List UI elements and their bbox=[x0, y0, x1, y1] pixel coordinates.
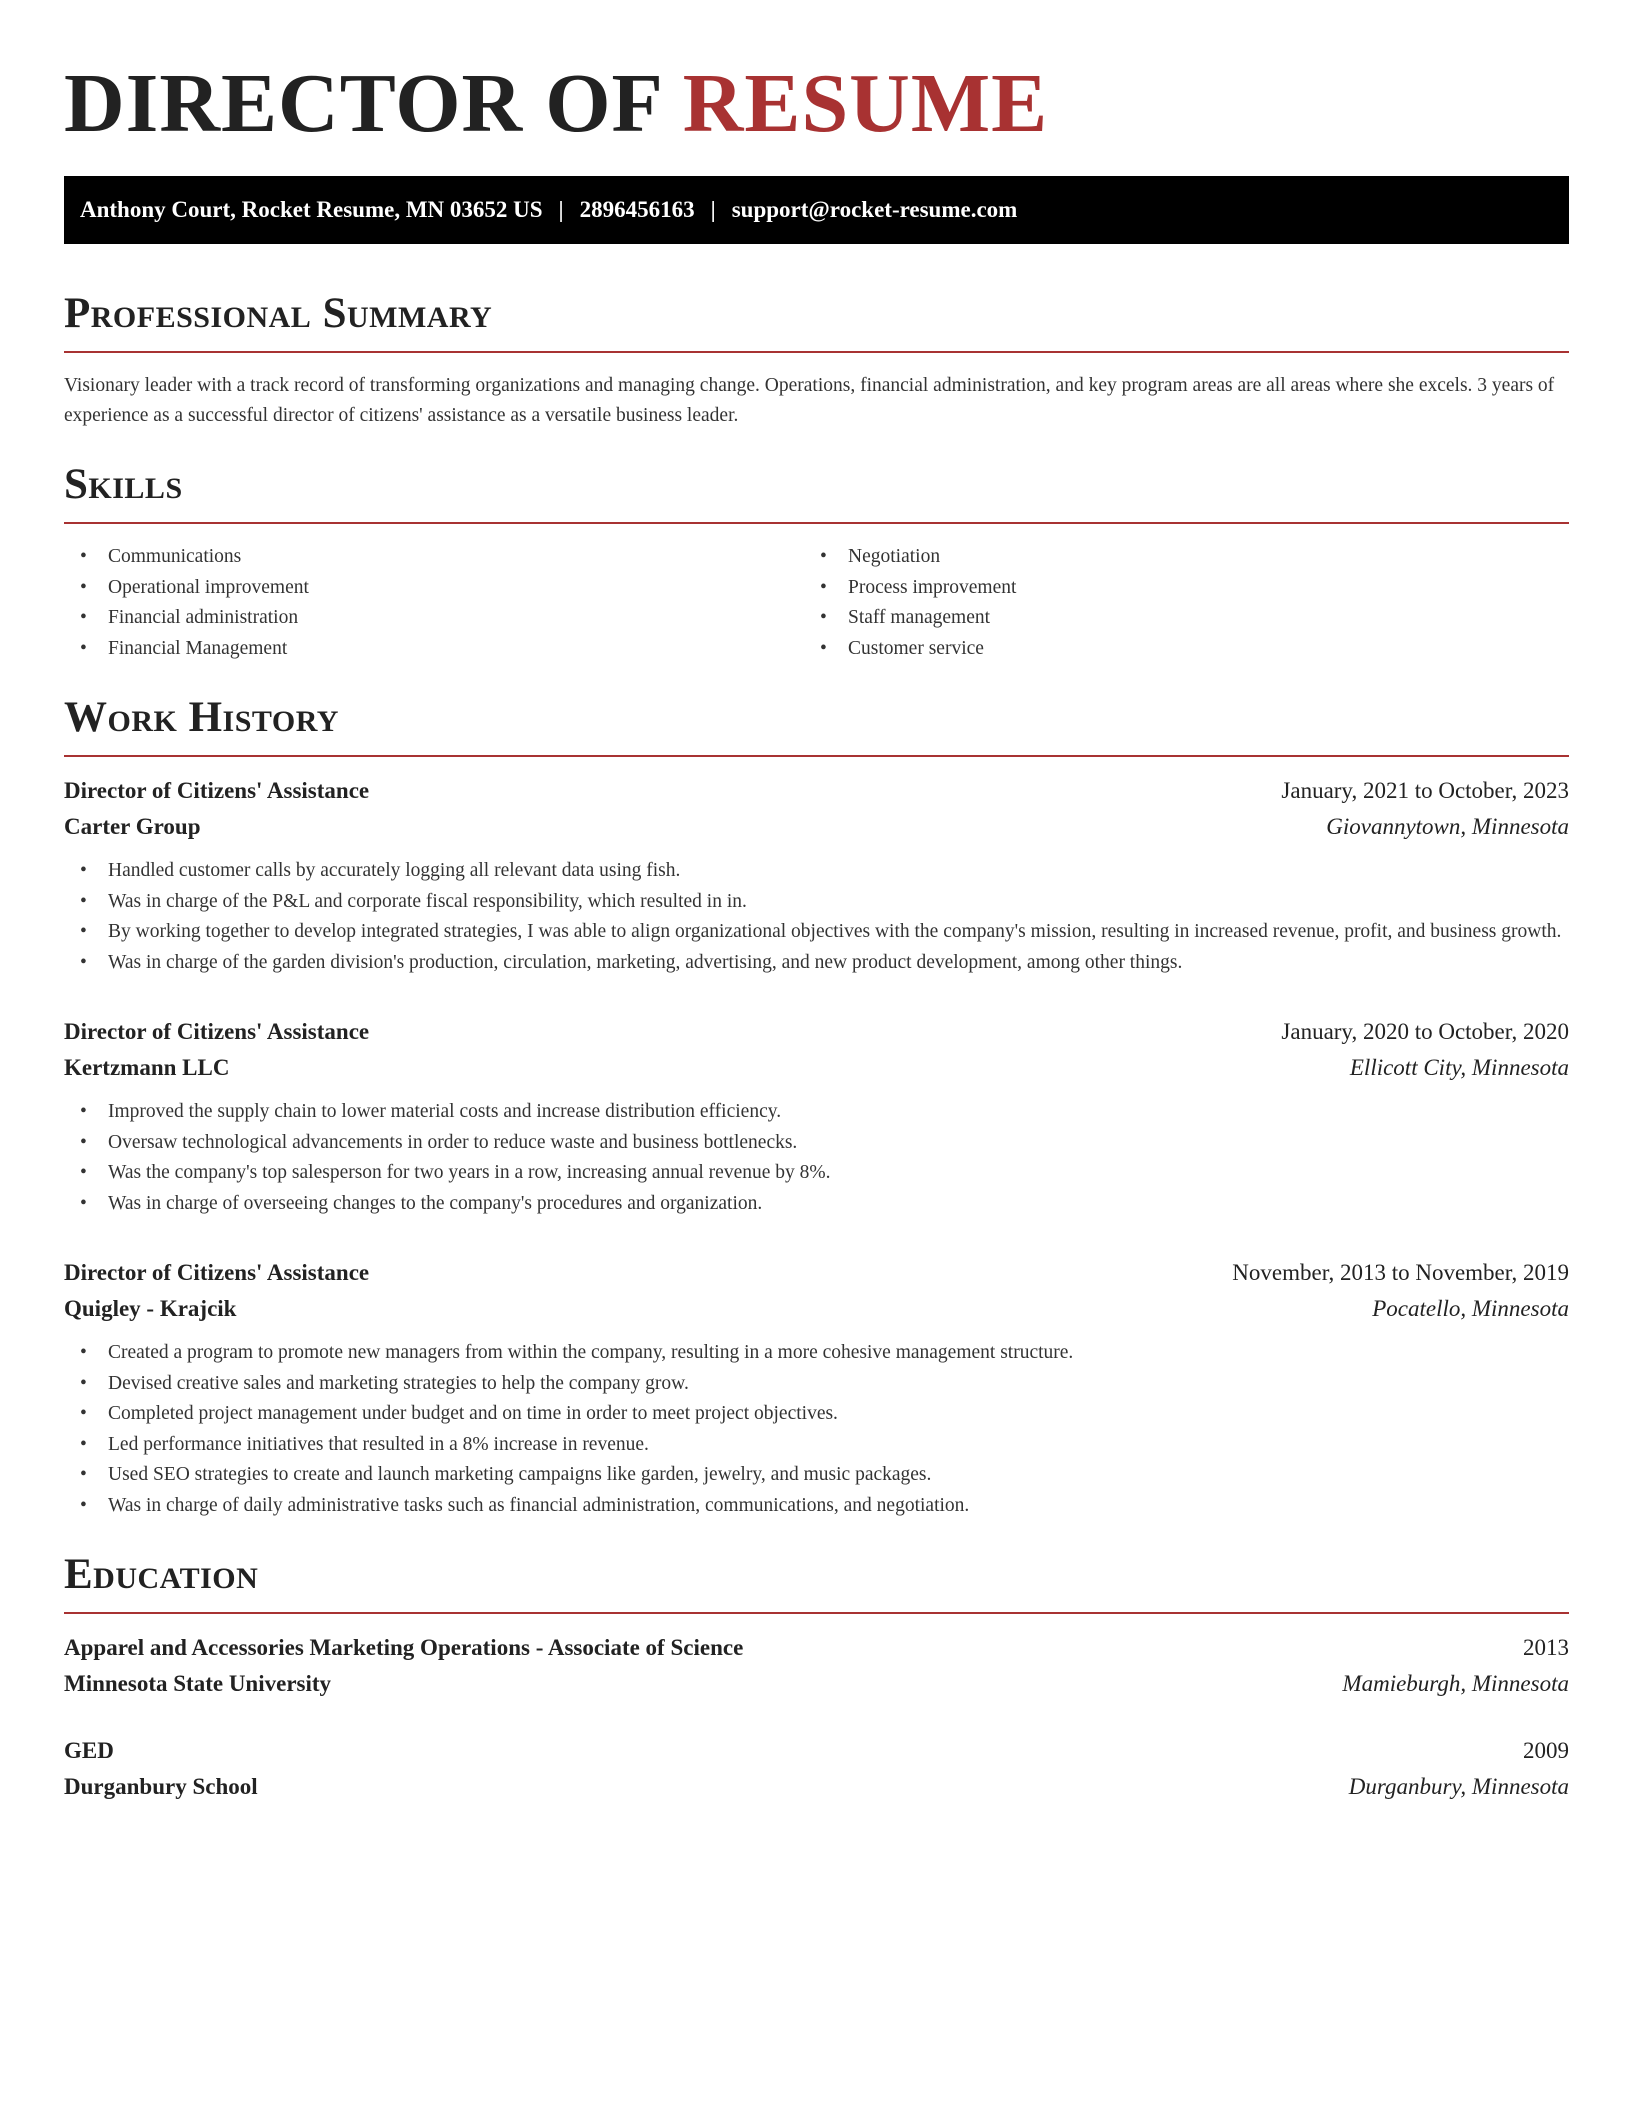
job-bullet: • Created a program to promote new managers from within the company, resulting in a more cohesive management structure. bbox=[64, 1338, 1569, 1369]
job-entry bbox=[64, 773, 1569, 978]
job-dates: January, 2021 to October, 2023 bbox=[1281, 778, 1569, 803]
education-year: 2013 bbox=[1523, 1635, 1569, 1660]
skills-columns bbox=[64, 542, 1569, 664]
skill-item: • Operational improvement bbox=[64, 573, 804, 604]
job-header-row bbox=[64, 1014, 1569, 1050]
skill-item: • Communications bbox=[64, 542, 804, 573]
education-header-row bbox=[64, 1733, 1569, 1769]
skill-item: • Staff management bbox=[804, 603, 1544, 634]
skill-item: • Customer service bbox=[804, 634, 1544, 665]
job-company: Quigley - Krajcik bbox=[64, 1296, 237, 1321]
section-divider bbox=[64, 522, 1569, 524]
job-bullets bbox=[64, 1338, 1569, 1521]
section-title-education: Education bbox=[64, 1551, 259, 1598]
contact-separator: | bbox=[710, 197, 716, 222]
job-bullet: • Completed project management under budget and on time in order to meet project objectives. bbox=[64, 1399, 1569, 1430]
job-title: Director of Citizens' Assistance bbox=[64, 778, 370, 803]
resume-page bbox=[64, 0, 1569, 1805]
job-bullet: • Was the company's top salesperson for two years in a row, increasing annual revenue by 8%. bbox=[64, 1158, 1569, 1189]
education-section bbox=[64, 1550, 1569, 1805]
skills-column-right bbox=[804, 542, 1544, 664]
summary-text: Visionary leader with a track record of transforming organizations and managing change. Operations, financial administration, and key program areas are all areas where she excels. 3 years of experience as a successful director of citizens' assistance as a versatile business leader. bbox=[64, 375, 1555, 426]
education-school: Durganbury School bbox=[64, 1774, 258, 1799]
education-degree: GED bbox=[64, 1738, 114, 1763]
job-bullet: • Was in charge of the garden division's production, circulation, marketing, advertising, and new product development, among other things. bbox=[64, 948, 1569, 979]
section-divider bbox=[64, 351, 1569, 353]
job-title: Director of Citizens' Assistance bbox=[64, 1260, 370, 1285]
name-last: RESUME bbox=[682, 57, 1049, 150]
job-bullet: • Was in charge of the P&L and corporate fiscal responsibility, which resulted in in. bbox=[64, 887, 1569, 918]
section-divider bbox=[64, 755, 1569, 757]
section-title-work: Work History bbox=[64, 694, 339, 741]
job-bullets bbox=[64, 856, 1569, 978]
education-school-row bbox=[64, 1666, 1569, 1702]
job-location: Pocatello, Minnesota bbox=[1372, 1296, 1569, 1321]
contact-separator: | bbox=[558, 197, 564, 222]
education-degree: Apparel and Accessories Marketing Operations - Associate of Science bbox=[64, 1635, 744, 1660]
work-history-section bbox=[64, 693, 1569, 1521]
job-bullet: • Was in charge of overseeing changes to the company's procedures and organization. bbox=[64, 1189, 1569, 1220]
skills-column-left bbox=[64, 542, 804, 664]
job-entry bbox=[64, 1255, 1569, 1521]
name-first: DIRECTOR OF bbox=[64, 57, 661, 150]
job-location: Giovannytown, Minnesota bbox=[1326, 814, 1569, 839]
job-company: Carter Group bbox=[64, 814, 201, 839]
job-dates: January, 2020 to October, 2020 bbox=[1281, 1019, 1569, 1044]
job-bullet: • Used SEO strategies to create and launch marketing campaigns like garden, jewelry, and music packages. bbox=[64, 1460, 1569, 1491]
job-company-row bbox=[64, 1050, 1569, 1086]
job-location: Ellicott City, Minnesota bbox=[1349, 1055, 1569, 1080]
job-header-row bbox=[64, 773, 1569, 809]
education-school-row bbox=[64, 1769, 1569, 1805]
job-bullet: • By working together to develop integrated strategies, I was able to align organizational objectives with the company's mission, resulting in increased revenue, profit, and business growth. bbox=[64, 917, 1569, 948]
education-school: Minnesota State University bbox=[64, 1671, 332, 1696]
job-company-row bbox=[64, 809, 1569, 845]
job-bullet: • Led performance initiatives that resulted in a 8% increase in revenue. bbox=[64, 1430, 1569, 1461]
section-divider bbox=[64, 1612, 1569, 1614]
job-dates: November, 2013 to November, 2019 bbox=[1232, 1260, 1569, 1285]
job-bullet: • Improved the supply chain to lower material costs and increase distribution efficiency. bbox=[64, 1097, 1569, 1128]
skills-section bbox=[64, 460, 1569, 664]
job-company: Kertzmann LLC bbox=[64, 1055, 230, 1080]
education-header-row bbox=[64, 1630, 1569, 1666]
job-bullet: • Handled customer calls by accurately logging all relevant data using fish. bbox=[64, 856, 1569, 887]
section-title-skills: Skills bbox=[64, 461, 183, 508]
education-year: 2009 bbox=[1523, 1738, 1569, 1763]
skill-item: • Negotiation bbox=[804, 542, 1544, 573]
contact-address: Anthony Court, Rocket Resume, MN 03652 US bbox=[80, 197, 543, 222]
section-title-summary: Professional Summary bbox=[64, 290, 493, 337]
skill-item: • Financial Management bbox=[64, 634, 804, 665]
job-bullet: • Was in charge of daily administrative tasks such as financial administration, communications, and negotiation. bbox=[64, 1491, 1569, 1522]
contact-bar bbox=[64, 176, 1569, 244]
education-location: Durganbury, Minnesota bbox=[1348, 1774, 1569, 1799]
skill-item: • Process improvement bbox=[804, 573, 1544, 604]
job-bullet: • Oversaw technological advancements in order to reduce waste and business bottlenecks. bbox=[64, 1128, 1569, 1159]
resume-name bbox=[64, 0, 1569, 152]
education-location: Mamieburgh, Minnesota bbox=[1342, 1671, 1569, 1696]
contact-email: support@rocket-resume.com bbox=[731, 197, 1018, 222]
education-entry bbox=[64, 1733, 1569, 1805]
summary-section bbox=[64, 289, 1569, 431]
job-company-row bbox=[64, 1291, 1569, 1327]
job-bullet: • Devised creative sales and marketing strategies to help the company grow. bbox=[64, 1369, 1569, 1400]
contact-phone: 2896456163 bbox=[579, 197, 695, 222]
job-bullets bbox=[64, 1097, 1569, 1219]
education-entry bbox=[64, 1630, 1569, 1702]
job-header-row bbox=[64, 1255, 1569, 1291]
job-title: Director of Citizens' Assistance bbox=[64, 1019, 370, 1044]
job-entry bbox=[64, 1014, 1569, 1219]
skill-item: • Financial administration bbox=[64, 603, 804, 634]
